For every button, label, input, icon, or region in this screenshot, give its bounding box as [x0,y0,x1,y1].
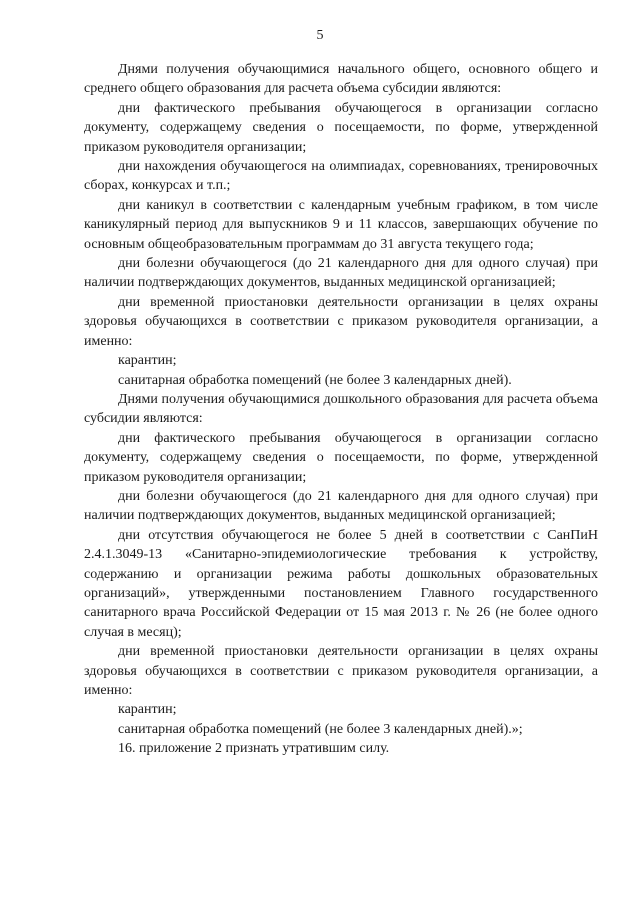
paragraph-actual-attendance: дни фактического пребывания обучающегося в организации согласно документу, содержащему сведения о посещаемости, по форме, утвержденной приказом руководителя организации; [84,100,598,155]
paragraph-holidays: дни каникул в соответствии с календарным учебным графиком, в том числе каникулярный период для выпускников 9 и 11 классов, завершающих обучение по основным общеобразовательным программам до 31 августа текущего года; [84,197,598,252]
page-number: 5 [316,28,324,43]
paragraph-appendix-repeal: 16. приложение 2 признать утратившим силу. [118,741,390,757]
paragraph-sanpin-absence: дни отсутствия обучающегося не более 5 дней в соответствии с СанПиН 2.4.1.3049-13 «Санитарно-эпидемиологические требования к устройству, содержанию и организации режима работы дошкольных образовательных организаций», утвержденными постановлением Главного государственного санитарного врача Российской Федерации от 15 мая 2013 г. № 26 (не более одного случая в месяц); [84,527,598,640]
paragraph-preschool-sanitary: санитарная обработка помещений (не более 3 календарных дней).»; [118,721,523,737]
paragraph-preschool-quarantine: карантин; [118,702,177,718]
paragraph-preschool-attendance: дни фактического пребывания обучающегося в организации согласно документу, содержащему сведения о посещаемости, по форме, утвержденной приказом руководителя организации; [84,430,598,485]
document-body [84,60,598,759]
paragraph-school-days-intro: Днями получения обучающимися начального общего, основного общего и среднего общего образования для расчета объема субсидии являются: [84,62,598,97]
paragraph-suspension: дни временной приостановки деятельности организации в целях охраны здоровья обучающихся в соответствии с приказом руководителя организации, а именно: [84,294,598,349]
paragraph-preschool-intro: Днями получения обучающимися дошкольного образования для расчета объема субсидии являются: [84,391,598,427]
paragraph-quarantine: карантин; [118,353,177,369]
paragraph-illness: дни болезни обучающегося (до 21 календарного дня для одного случая) при наличии подтверждающих документов, выданных медицинской организацией; [84,256,598,291]
paragraph-olympiads: дни нахождения обучающегося на олимпиадах, соревнованиях, тренировочных сборах, конкурсах и т.п.; [84,159,598,194]
paragraph-sanitary: санитарная обработка помещений (не более 3 календарных дней). [118,372,512,388]
paragraph-preschool-suspension: дни временной приостановки деятельности организации в целях охраны здоровья обучающихся в соответствии с приказом руководителя организации, а именно: [84,644,598,698]
paragraph-preschool-illness: дни болезни обучающегося (до 21 календарного дня для одного случая) при наличии подтверждающих документов, выданных медицинской организацией; [84,488,598,524]
